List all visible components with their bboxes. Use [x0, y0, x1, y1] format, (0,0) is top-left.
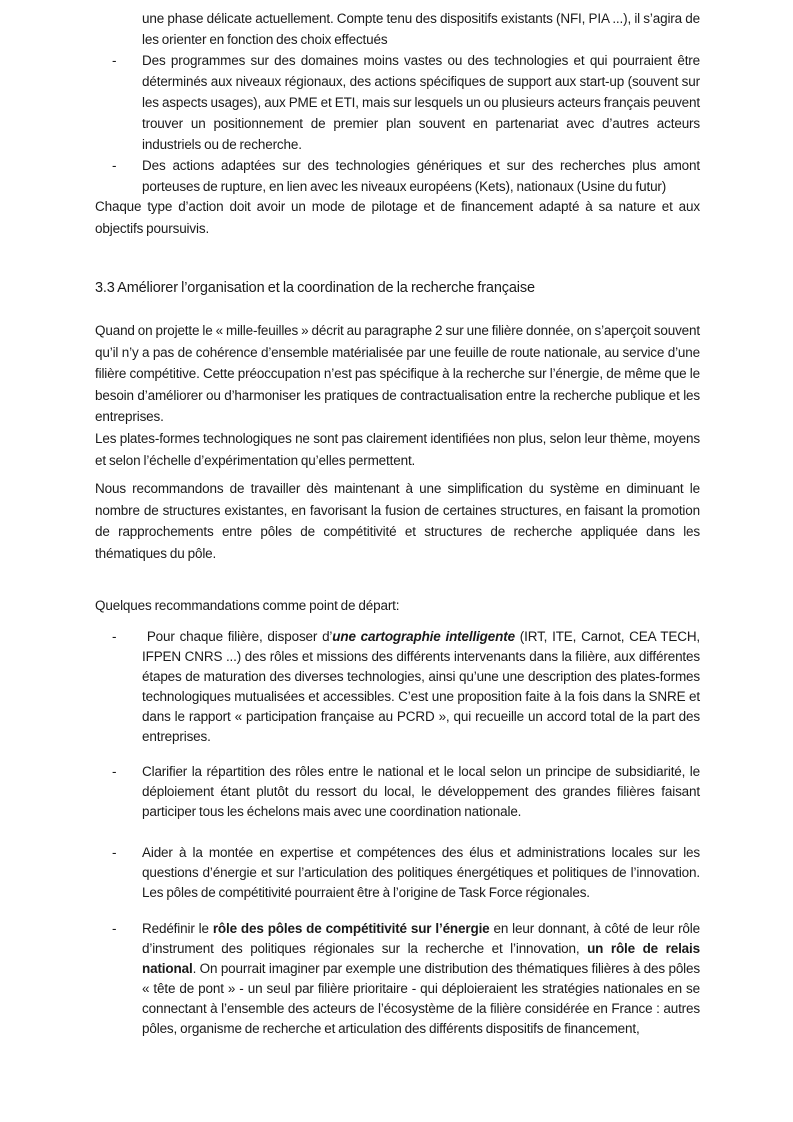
text-run: en leur donnant, à côté de leur rôle d’instrument des politiques régionales sur la recherche et l’innovation, [142, 921, 700, 956]
paragraph-plates-formes: Les plates-formes technologiques ne sont pas clairement identifiées non plus, selon leur thème, moyens et selon l’échelle d’expérimentation qu’elles permettent. [95, 431, 700, 468]
bullet-dash: - [112, 921, 117, 936]
text-run: un rôle de relais national [142, 941, 700, 976]
text-run: (IRT, ITE, Carnot, CEA TECH, IFPEN CNRS ...) des rôles et missions des différents intervenants dans la filière, aux différentes étapes de maturation des diverses technologies, ainsi qu’une une description des plates-formes technologiques mutualisées et accessibles. C’est une proposition faite à la fois dans la SNRE et dans le rapport « participation française au PCRD », qui recueille un accord total de la part des entreprises. [142, 629, 701, 744]
bullet-dash: - [112, 764, 117, 779]
text-run: . On pourrait imaginer par exemple une distribution des thématiques filières à des pôles « tête de pont » - un seul par filière prioritaire - qui déploieraient les stratégies nationales en se connectant à l’ensemble des acteurs de l’écosystème de la filière considérée en France : autres pôles, organisme de recherche et articulation des différents dispositifs de financement, [142, 961, 700, 1036]
intro-recommandations: Quelques recommandations comme point de départ: [95, 598, 400, 613]
list-item-text [142, 158, 700, 194]
list-item-text [142, 764, 700, 819]
list-item [95, 155, 700, 197]
paragraph-mille-feuilles: Quand on projette le « mille-feuilles » décrit au paragraphe 2 sur une filière donnée, on s’aperçoit souvent qu’il n’y a pas de cohérence d’ensemble matérialisée par une feuille de route nationale, au service d’une filière compétitive. Cette préoccupation n’est pas spécifique à la recherche sur l’énergie, de même que le besoin d’améliorer ou d’harmoniser les pratiques de contractualisation entre la recherche publique et les entreprises. [95, 323, 700, 424]
list-item-text [142, 845, 700, 900]
recommendations-bullet-list [95, 627, 700, 1039]
text-run: Des actions adaptées sur des technologies génériques et sur des recherches plus amont porteuses de rupture, en lien avec les niveaux européens (Kets), nationaux (Usine du futur) [142, 158, 700, 194]
section-heading-3-3: 3.3 Améliorer l’organisation et la coordination de la recherche française [95, 280, 535, 296]
list-item [95, 50, 700, 155]
text-run: Redéfinir le [142, 921, 213, 936]
list-item [95, 843, 700, 903]
paragraph-recommandation-simplification: Nous recommandons de travailler dès maintenant à une simplification du système en diminuant le nombre de structures existantes, en favorisant la fusion de certaines structures, en faisant la promotion de rapprochements entre pôles de compétitivité et structures de recherche appliquée dans les thématiques du pôle. [95, 481, 700, 561]
list-item-text [142, 921, 700, 1036]
list-item [95, 627, 700, 747]
list-item-text [142, 11, 700, 47]
text-run: Clarifier la répartition des rôles entre le national et le local selon un principe de subsidiarité, le déploiement étant plutôt du ressort du local, le développement des grandes filières faisant participer tous les échelons mais avec une coordination nationale. [142, 764, 700, 819]
bullet-dash: - [112, 53, 117, 68]
paragraph-pilotage-financement: Chaque type d’action doit avoir un mode de pilotage et de financement adapté à sa nature et aux objectifs poursuivis. [95, 199, 700, 236]
list-item [95, 8, 700, 50]
list-item-text [142, 629, 700, 744]
action-types-bullet-list [95, 8, 700, 197]
bullet-dash: - [112, 629, 117, 644]
text-run: une phase délicate actuellement. Compte tenu des dispositifs existants (NFI, PIA ...), il s’agira de les orienter en fonction des choix effectués [142, 11, 700, 47]
list-item [95, 919, 700, 1039]
text-run: Des programmes sur des domaines moins vastes ou des technologies et qui pourraient être déterminés aux niveaux régionaux, des actions spécifiques de support aux start-up (souvent sur les aspects usages), aux PME et ETI, mais sur lesquels un ou plusieurs acteurs français peuvent trouver un positionnement de premier plan souvent en partenariat avec d’autres acteurs industriels ou de recherche. [142, 53, 700, 152]
list-item-text [142, 53, 700, 152]
text-run: Aider à la montée en expertise et compétences des élus et administrations locales sur les questions d’énergie et sur l’articulation des politiques énergétiques et politiques de l’innovation. Les pôles de compétitivité pourraient être à l’origine de Task Force régionales. [142, 845, 700, 900]
text-run: rôle des pôles de compétitivité sur l’énergie [212, 921, 490, 936]
text-run: Pour chaque filière, disposer d’ [142, 629, 333, 644]
list-item [95, 762, 700, 822]
bullet-dash: - [112, 845, 117, 860]
text-run: une cartographie intelligente [332, 629, 515, 644]
bullet-dash: - [112, 158, 117, 173]
